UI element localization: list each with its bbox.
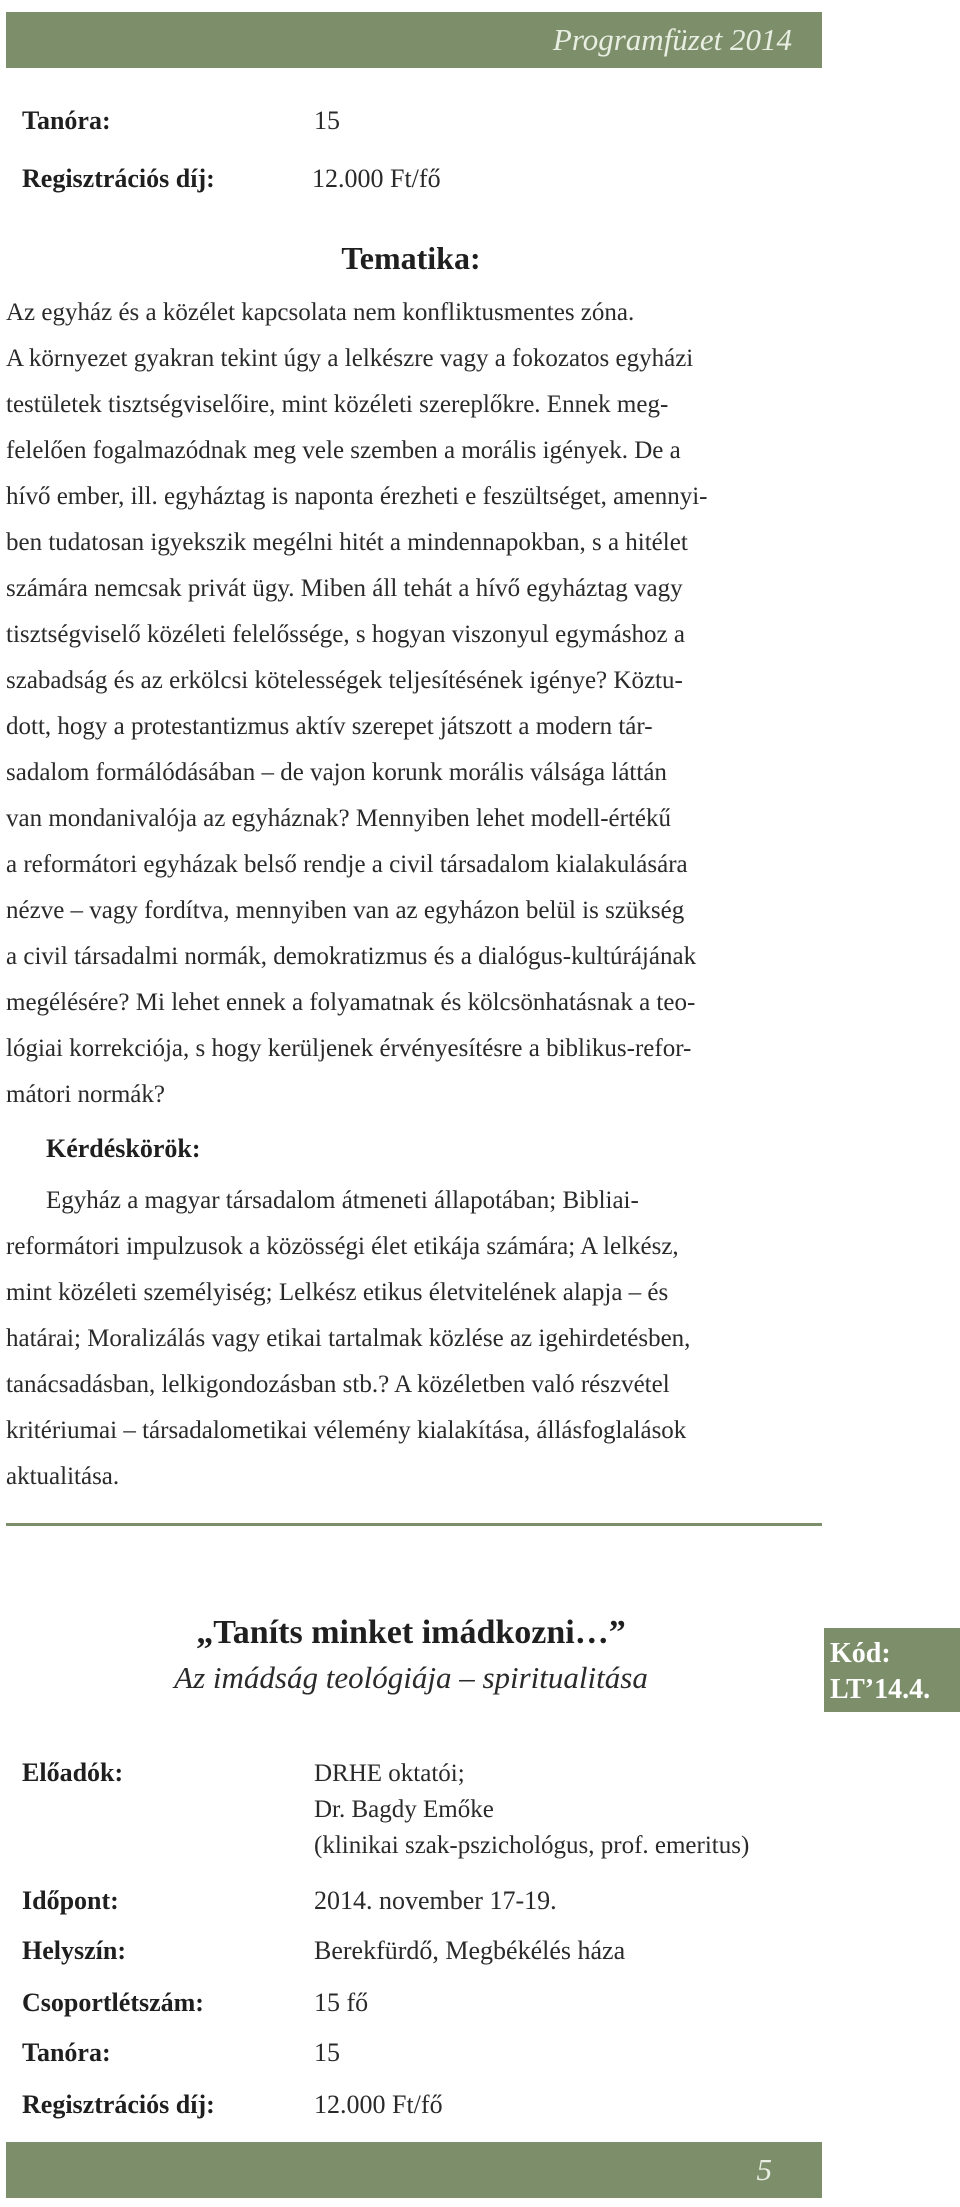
tematika-line: testületek tisztségviselőire, mint közéleti szereplőkre. Ennek meg- [6, 391, 669, 418]
tematika-line: dott, hogy a protestantizmus aktív szerepet játszott a modern tár- [6, 713, 653, 740]
date-value: 2014. november 17-19. [314, 1886, 557, 1915]
tematika-line: számára nemcsak privát ügy. Miben áll tehát a hívő egyháztag vagy [6, 575, 683, 602]
fee-label: Regisztrációs díj: [22, 164, 215, 193]
tematika-paragraph [6, 290, 822, 1118]
tematika-line: a reformátori egyházak belső rendje a civil társadalom kialakulására [6, 851, 688, 878]
kerdeskorok-heading: Kérdéskörök: [46, 1134, 201, 1163]
course-title: „Taníts minket imádkozni…” [196, 1614, 626, 1651]
course-code-badge [824, 1628, 960, 1712]
presenter-line: (klinikai szak-pszichológus, prof. emeritus) [314, 1832, 750, 1859]
kerdeskorok-line: határai; Moralizálás vagy etikai tartalmak közlése az igehirdetésben, [6, 1325, 691, 1352]
tematika-line: lógiai korrekciója, s hogy kerüljenek érvényesítésre a biblikus-refor- [6, 1035, 692, 1062]
kerdeskorok-line: kritériumai – társadalometikai vélemény kialakítása, állásfoglalások [6, 1417, 687, 1444]
hours-label: Tanóra: [22, 2038, 111, 2067]
presenter-line: DRHE oktatói; [314, 1760, 465, 1787]
tematika-line: a civil társadalmi normák, demokratizmus és a dialógus-kultúrájának [6, 943, 697, 970]
course-code-value: LT’14.4. [830, 1674, 931, 1705]
hours-value: 15 [314, 106, 340, 135]
tematika-line: hívő ember, ill. egyháztag is naponta érezheti e feszültséget, amennyi- [6, 483, 708, 510]
tematika-line: van mondanivalója az egyháznak? Mennyiben lehet modell-értékű [6, 805, 672, 832]
group-size-value: 15 fő [314, 1988, 369, 2017]
presenters-list [314, 1756, 749, 1864]
location-value: Berekfürdő, Megbékélés háza [314, 1936, 626, 1965]
kerdeskorok-line: mint közéleti személyiség; Lelkész etikus életvitelének alapja – és [6, 1279, 669, 1306]
program-title: Programfüzet 2014 [552, 22, 792, 57]
course-subtitle: Az imádság teológiája – spiritualitása [174, 1660, 648, 1695]
footer-band [6, 2142, 822, 2198]
kerdeskorok-line: tanácsadásban, lelkigondozásban stb.? A közéletben való részvétel [6, 1371, 670, 1398]
section-divider [6, 1523, 822, 1526]
tematika-line: megélésére? Mi lehet ennek a folyamatnak és kölcsönhatásnak a teo- [6, 989, 696, 1016]
kerdeskorok-paragraph [6, 1178, 822, 1500]
kerdeskorok-line: Egyház a magyar társadalom átmeneti állapotában; Bibliai- [46, 1187, 639, 1214]
fee-value: 12.000 Ft/fő [314, 2090, 443, 2119]
tematika-line: sadalom formálódásában – de vajon korunk morális válsága láttán [6, 759, 667, 786]
tematika-line: szabadság és az erkölcsi kötelességek teljesítésének igénye? Köztu- [6, 667, 683, 694]
tematika-line: Az egyház és a közélet kapcsolata nem konfliktusmentes zóna. [6, 299, 635, 326]
tematika-line: A környezet gyakran tekint úgy a lelkészre vagy a fokozatos egyházi [6, 345, 694, 372]
page-number: 5 [756, 2152, 772, 2187]
tematika-line: ben tudatosan igyekszik megélni hitét a mindennapokban, s a hitélet [6, 529, 688, 556]
group-size-label: Csoportlétszám: [22, 1988, 204, 2017]
tematika-line: nézve – vagy fordítva, mennyiben van az egyházon belül is szükség [6, 897, 685, 924]
tematika-line: felelően fogalmazódnak meg vele szemben a morális igények. De a [6, 437, 681, 464]
date-label: Időpont: [22, 1886, 119, 1915]
fee-label: Regisztrációs díj: [22, 2090, 215, 2119]
fee-value: 12.000 Ft/fő [312, 164, 441, 193]
location-label: Helyszín: [22, 1936, 126, 1965]
hours-label: Tanóra: [22, 106, 111, 135]
header-band [6, 12, 822, 68]
presenter-line: Dr. Bagdy Emőke [314, 1796, 494, 1823]
tematika-line: mátori normák? [6, 1081, 165, 1108]
presenters-label: Előadók: [22, 1758, 124, 1787]
course-code-label: Kód: [830, 1638, 891, 1669]
kerdeskorok-line: aktualitása. [6, 1463, 120, 1490]
kerdeskorok-line: reformátori impulzusok a közösségi élet etikája számára; A lelkész, [6, 1233, 679, 1260]
hours-value: 15 [314, 2038, 340, 2067]
tematika-heading: Tematika: [341, 240, 481, 276]
tematika-line: tisztségviselő közéleti felelőssége, s hogyan viszonyul egymáshoz a [6, 621, 685, 648]
